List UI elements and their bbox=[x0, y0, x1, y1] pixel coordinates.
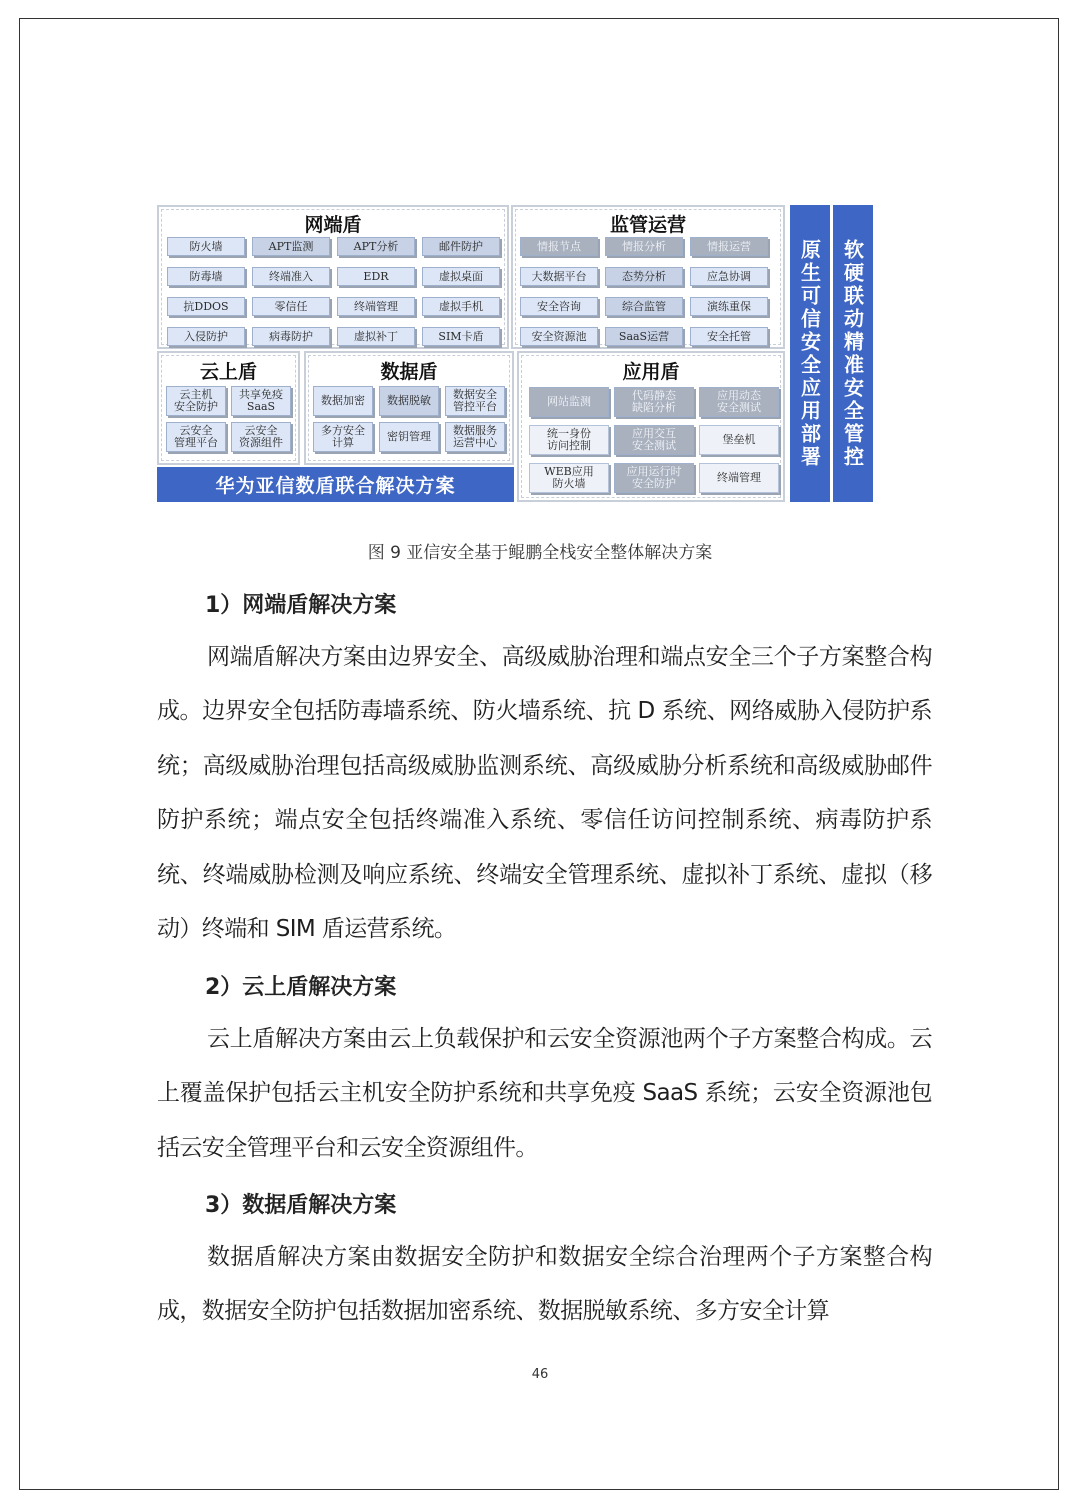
jianguan-cell: 情报分析 bbox=[605, 237, 683, 256]
yunshang-cell: 共享免疫 SaaS bbox=[231, 386, 291, 416]
yunshang-cell: 云主机 安全防护 bbox=[166, 386, 226, 416]
jianguan-cell: 情报运营 bbox=[690, 237, 768, 256]
shuju-cell: 数据加密 bbox=[313, 386, 373, 416]
yunshang-cell: 云安全 资源组件 bbox=[231, 422, 291, 452]
side-label-left: 原生可信安全应用部署 bbox=[790, 205, 830, 502]
wangduan-cell: 防火墙 bbox=[167, 237, 245, 256]
panel-wangduan bbox=[157, 205, 509, 349]
wangduan-cell: 终端准入 bbox=[252, 267, 330, 286]
wangduan-cell: 虚拟手机 bbox=[422, 297, 500, 316]
panel-title-jianguan: 监管运营 bbox=[609, 214, 686, 236]
wangduan-cell: EDR bbox=[337, 267, 415, 286]
side-label-right: 软硬联动精准安全管控 bbox=[833, 205, 873, 502]
jianguan-cell: 情报节点 bbox=[520, 237, 598, 256]
jianguan-cell: 态势分析 bbox=[605, 267, 683, 286]
wangduan-cell: 零信任 bbox=[252, 297, 330, 316]
shuju-cell: 数据服务 运营中心 bbox=[445, 422, 505, 452]
yingyong-cell: 网站监测 bbox=[529, 387, 609, 417]
wangduan-cell: 防毒墙 bbox=[167, 267, 245, 286]
yingyong-cell: 统一身份 访问控制 bbox=[529, 425, 609, 455]
section-body-3: 数据盾解决方案由数据安全防护和数据安全综合治理两个子方案整合构成，数据安全防护包括数据加密系统、数据脱敏系统、多方安全计算 bbox=[157, 1244, 932, 1325]
wangduan-cell: 入侵防护 bbox=[167, 327, 245, 346]
jianguan-cell: SaaS运营 bbox=[605, 327, 683, 346]
wangduan-cell: 虚拟桌面 bbox=[422, 267, 500, 286]
panel-yingyong bbox=[517, 351, 785, 502]
yingyong-cell: 代码静态 缺陷分析 bbox=[614, 387, 694, 417]
yingyong-cell: 应用交互 安全测试 bbox=[614, 425, 694, 455]
panel-title-shuju: 数据盾 bbox=[380, 361, 438, 383]
jianguan-cell: 安全咨询 bbox=[520, 297, 598, 316]
jianguan-cell: 大数据平台 bbox=[520, 267, 598, 286]
wangduan-cell: 虚拟补丁 bbox=[337, 327, 415, 346]
panel-jianguan bbox=[511, 205, 785, 349]
panel-title-yunshang: 云上盾 bbox=[199, 361, 257, 383]
yingyong-cell: 终端管理 bbox=[699, 463, 779, 493]
panel-yunshang bbox=[157, 351, 300, 465]
yingyong-cell: 应用动态 安全测试 bbox=[699, 387, 779, 417]
joint-solution-banner: 华为亚信数盾联合解决方案 bbox=[157, 467, 514, 502]
wangduan-cell: 抗DDOS bbox=[167, 297, 245, 316]
figure-caption: 图 9 亚信安全基于鲲鹏全栈安全整体解决方案 bbox=[367, 543, 713, 563]
yingyong-cell: WEB应用 防火墙 bbox=[529, 463, 609, 493]
section-heading-1: 1）网端盾解决方案 bbox=[205, 593, 397, 618]
solution-architecture-figure bbox=[157, 205, 875, 502]
wangduan-cell: SIM卡盾 bbox=[422, 327, 500, 346]
section-body-1: 网端盾解决方案由边界安全、高级威胁治理和端点安全三个子方案整合构成。边界安全包括防毒墙系统、防火墙系统、抗 D 系统、网络威胁入侵防护系统；高级威胁治理包括高级威胁监测系统、高级威胁分析系统和高级威胁邮件防护系统；端点安全包括终端准入系统、零信任访问控制系统、病毒防护系统、终端威胁检测及响应系统、终端安全管理系统、虚拟补丁系统、虚拟（移动）终端和 SIM 盾运营系统。 bbox=[157, 644, 932, 943]
wangduan-cell: APT分析 bbox=[337, 237, 415, 256]
jianguan-cell: 安全资源池 bbox=[520, 327, 598, 346]
panel-title-wangduan: 网端盾 bbox=[304, 214, 362, 236]
panel-shuju bbox=[304, 351, 514, 465]
yingyong-cell: 堡垒机 bbox=[699, 425, 779, 455]
yingyong-cell: 应用运行时 安全防护 bbox=[614, 463, 694, 493]
section-heading-2: 2）云上盾解决方案 bbox=[205, 975, 397, 1000]
shuju-cell: 密钥管理 bbox=[379, 422, 439, 452]
shuju-cell: 多方安全 计算 bbox=[313, 422, 373, 452]
yunshang-cell: 云安全 管理平台 bbox=[166, 422, 226, 452]
jianguan-cell: 演练重保 bbox=[690, 297, 768, 316]
page-number: 46 bbox=[531, 1367, 549, 1382]
shuju-cell: 数据安全 管控平台 bbox=[445, 386, 505, 416]
jianguan-cell: 综合监管 bbox=[605, 297, 683, 316]
jianguan-cell: 安全托管 bbox=[690, 327, 768, 346]
wangduan-cell: 病毒防护 bbox=[252, 327, 330, 346]
section-heading-3: 3）数据盾解决方案 bbox=[205, 1193, 397, 1218]
wangduan-cell: APT监测 bbox=[252, 237, 330, 256]
section-body-2: 云上盾解决方案由云上负载保护和云安全资源池两个子方案整合构成。云上覆盖保护包括云主机安全防护系统和共享免疫 SaaS 系统；云安全资源池包括云安全管理平台和云安全资源组件。 bbox=[157, 1026, 932, 1161]
shuju-cell: 数据脱敏 bbox=[379, 386, 439, 416]
wangduan-cell: 终端管理 bbox=[337, 297, 415, 316]
wangduan-cell: 邮件防护 bbox=[422, 237, 500, 256]
jianguan-cell: 应急协调 bbox=[690, 267, 768, 286]
panel-title-yingyong: 应用盾 bbox=[622, 361, 680, 383]
